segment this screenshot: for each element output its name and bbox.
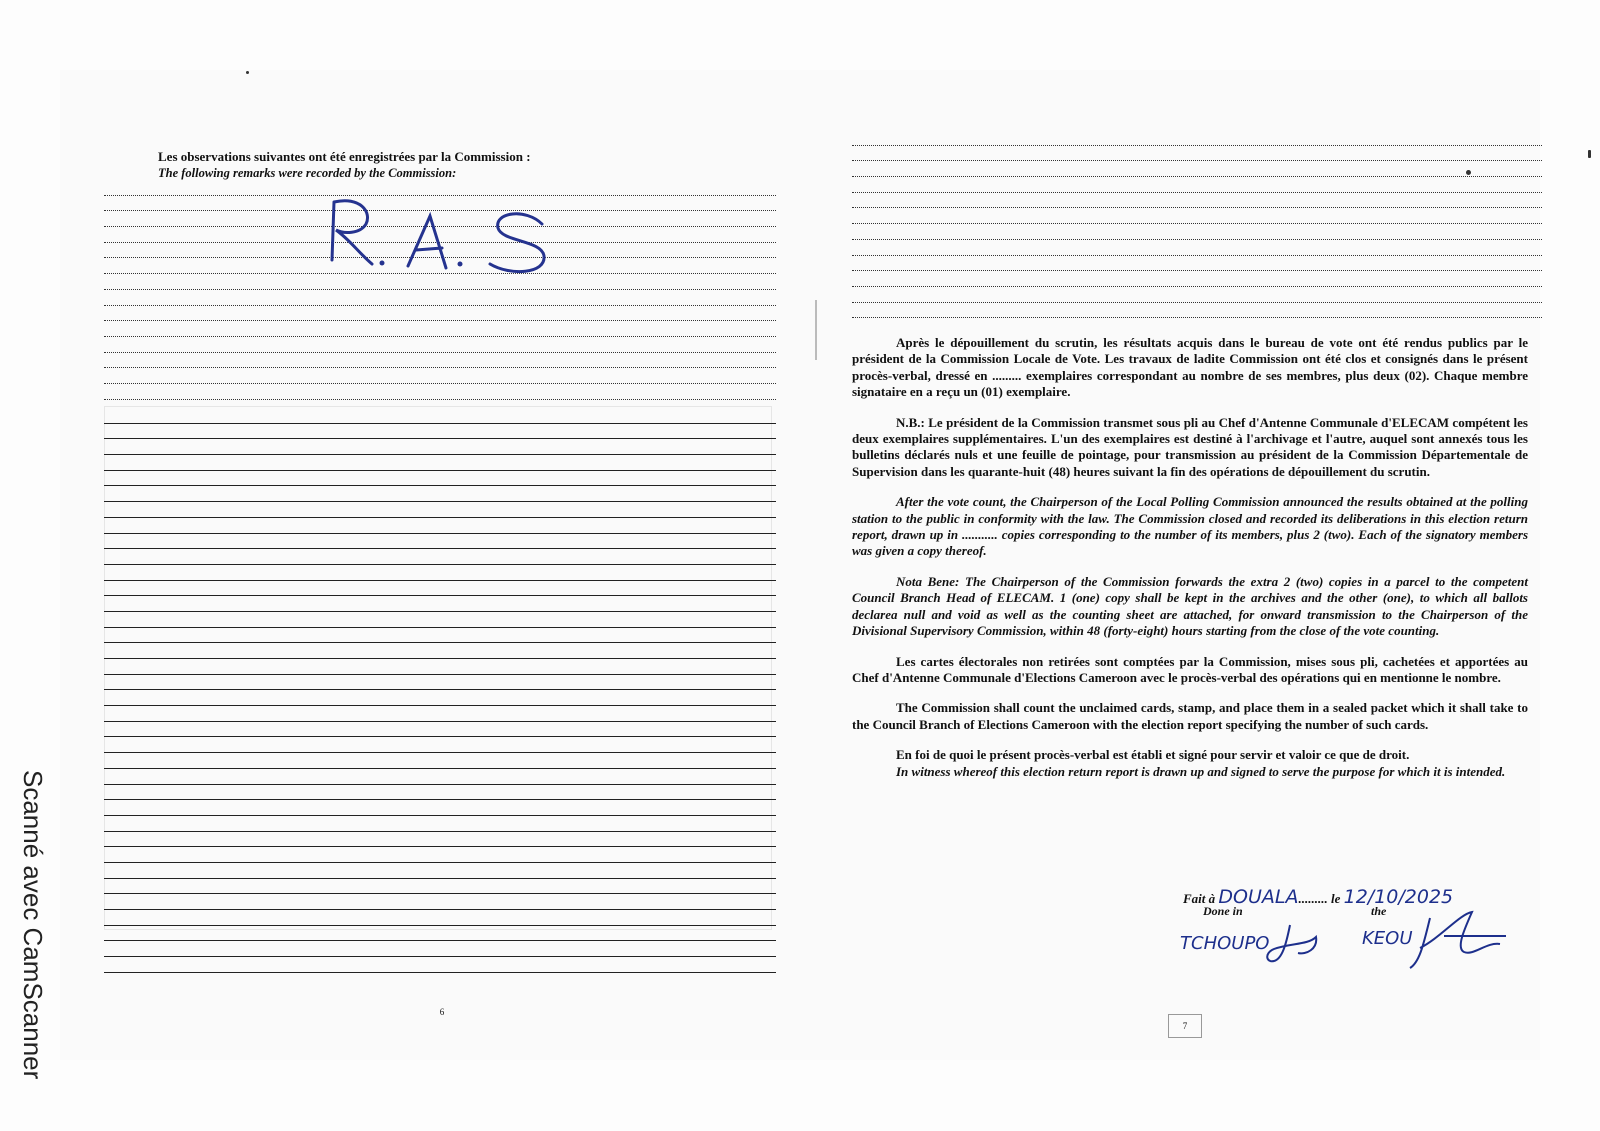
ruled-line [104, 769, 776, 785]
closing-text-block [852, 335, 1528, 794]
dotted-line [852, 161, 1542, 177]
ruled-line [104, 722, 776, 738]
paragraph-fr-result: Après le dépouillement du scrutin, les résultats acquis dans le bureau de vote ont été rendus publics par le président de la Commission Locale de Vote. Les travaux de ladite Commission ont été clos et consignés dans le présent procès-verbal, dressé en ......... exemplaires correspondant au nombre de ses membres, plus deux (02). Chaque membre signataire en a reçu un (01) exemplaire. [852, 335, 1528, 400]
ruled-line [104, 534, 776, 550]
svg-text:TCHOUPO: TCHOUPO [1180, 933, 1270, 954]
fait-dots: ......... [1298, 891, 1328, 906]
fait-place: DOUALA [1218, 886, 1299, 908]
the-label: the [1371, 904, 1387, 918]
paragraph-fr-cards: Les cartes électorales non retirées sont comptées par la Commission, mises sous pli, cachetées et apportées au Chef d'Antenne Communale d'Elections Cameroon avec le procès-verbal des opérations qui en mentionne le nombre. [852, 653, 1528, 685]
ruled-line [104, 565, 776, 581]
ruled-line [104, 816, 776, 832]
ruled-lines-left [104, 408, 776, 973]
dotted-line [852, 208, 1542, 224]
dotted-line [104, 384, 776, 400]
ruled-line [104, 424, 776, 440]
ruled-line [104, 471, 776, 487]
ruled-line [104, 690, 776, 706]
left-page-number [426, 1001, 458, 1023]
ruled-line [104, 659, 776, 675]
left-page-number-text: 6 [439, 1007, 445, 1017]
dotted-line [852, 193, 1542, 209]
dotted-line [852, 271, 1542, 287]
ruled-line [104, 643, 776, 659]
paragraph-en-nb: Nota Bene: The Chairperson of the Commission forwards the extra 2 (two) copies in a parcel to the competent Council Branch Head of ELECAM. 1 (one) copy shall be kept in the archives and the other (one), to which all ballots declarea null and void as well as the counting sheet are attached, for onward transmission to the Chairperson of the Divisional Supervisory Commission, within 48 (forty-eight) hours starting from the close of the vote counting. [852, 573, 1528, 639]
scan-speck [246, 71, 249, 74]
paragraph-fr-nb: N.B.: Le président de la Commission transmet sous pli au Chef d'Antenne Communale d'ELECAM compétent les deux exemplaires supplémentaires. L'un des exemplaires est destiné à l'archivage et l'autre, auquel sont annexés tous les bulletins déclarés nuls et une feuille de pointage, pour transmission au président de la Commission Départementale de Supervision dans les quarante-huit (48) heures suivant la fin des opérations de dépouillement du scrutin. [852, 414, 1528, 479]
ruled-line [104, 957, 776, 973]
signature-1 [1178, 915, 1338, 970]
ruled-line [104, 753, 776, 769]
signature-2 [1360, 908, 1510, 973]
ruled-line [104, 408, 776, 424]
right-page-number-text: 7 [1182, 1021, 1188, 1031]
ruled-line [104, 941, 776, 957]
dotted-line [104, 306, 776, 322]
dotted-line [852, 146, 1542, 162]
dotted-line [852, 303, 1542, 319]
paragraph-fr-witness: En foi de quoi le présent procès-verbal est établi et signé pour servir et valoir ce que de droit. [896, 747, 1410, 763]
remarks-heading-fr: Les observations suivantes ont été enregistrées par la Commission : [158, 149, 531, 164]
dotted-line [852, 177, 1542, 193]
dotted-line [104, 337, 776, 353]
ruled-line [104, 596, 776, 612]
ruled-line [104, 737, 776, 753]
right-page-number [1168, 1014, 1202, 1038]
ruled-line [104, 612, 776, 628]
paragraph-en-witness: In witness whereof this election return report is drawn up and signed to serve the purpose for which it is intended. [896, 763, 1506, 779]
dotted-line [104, 368, 776, 384]
ruled-line [104, 518, 776, 534]
paragraph-en-result: After the vote count, the Chairperson of the Local Polling Commission announced the results obtained at the polling station to the public in conformity with the law. The Commission closed and recorded its deliberations in this election return report, drawn up in ........... copies corresponding to the number of its members, plus 2 (two). Each of the signatory members was given a copy thereof. [852, 494, 1528, 559]
ruled-line [104, 439, 776, 455]
ruled-line [104, 706, 776, 722]
dotted-line [852, 130, 1542, 146]
ruled-line [104, 785, 776, 801]
done-in-label: Done in [1203, 904, 1243, 918]
ruled-line [104, 910, 776, 926]
ruled-line [104, 926, 776, 942]
svg-text:KEOU: KEOU [1362, 928, 1413, 949]
ruled-line [104, 502, 776, 518]
ruled-line [104, 581, 776, 597]
ruled-line [104, 894, 776, 910]
paragraph-en-cards: The Commission shall count the unclaimed cards, stamp, and place them in a sealed packet which it shall take to the Council Branch of Elections Cameroon with the election report specifying the number of such cards. [852, 700, 1528, 732]
ruled-line [104, 486, 776, 502]
fait-date: 12/10/2025 [1343, 886, 1454, 908]
center-fold [815, 300, 817, 360]
remarks-heading-en: The following remarks were recorded by the Commission: [158, 166, 457, 180]
dotted-lines-right [852, 130, 1542, 318]
dotted-line [852, 224, 1542, 240]
ruled-line [104, 863, 776, 879]
dotted-line [852, 240, 1542, 256]
ruled-line [104, 847, 776, 863]
dotted-line [104, 353, 776, 369]
fait-label: Fait à [1183, 891, 1216, 906]
scan-speck [1588, 150, 1591, 158]
ruled-line [104, 800, 776, 816]
ruled-line [104, 832, 776, 848]
handwritten-ras [320, 194, 560, 284]
dotted-line [852, 256, 1542, 272]
ruled-line [104, 549, 776, 565]
le-label: le [1330, 891, 1341, 906]
camscanner-watermark [8, 770, 52, 1110]
dotted-line [104, 290, 776, 306]
camscanner-text: Scanné avec CamScanner [18, 770, 48, 1080]
dotted-line [104, 321, 776, 337]
ruled-line [104, 879, 776, 895]
ruled-line [104, 455, 776, 471]
dotted-line [852, 287, 1542, 303]
remarks-heading [158, 149, 531, 181]
ruled-line [104, 675, 776, 691]
scan-speck [1466, 170, 1471, 175]
ruled-line [104, 628, 776, 644]
